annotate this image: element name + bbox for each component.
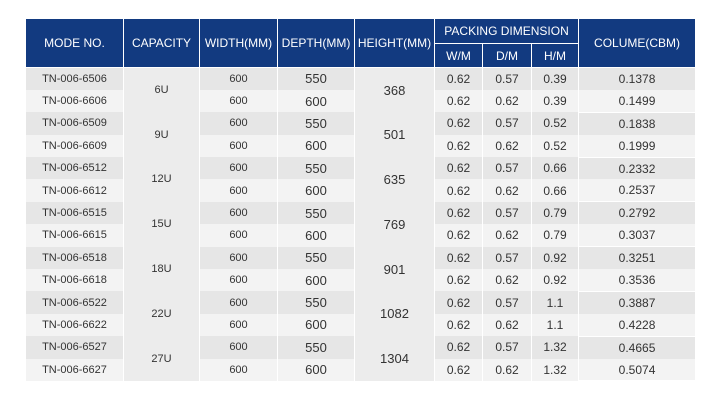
model-number-cell: TN-006-6506 [26, 68, 124, 90]
volume-cell: 0.3887 [579, 291, 696, 313]
packing-depth-cell: 0.62 [483, 179, 532, 201]
header-dm: D/M [483, 44, 532, 68]
table-row [26, 202, 696, 224]
packing-height-cell: 0.79 [532, 224, 579, 246]
packing-depth-cell: 0.57 [483, 157, 532, 179]
volume-cell: 0.3037 [579, 224, 696, 246]
volume-cell: 0.2332 [579, 157, 696, 179]
packing-height-cell: 0.39 [532, 68, 579, 90]
model-number-cell: TN-006-6512 [26, 157, 124, 179]
table-row [26, 112, 696, 134]
volume-cell: 0.1999 [579, 135, 696, 157]
volume-cell: 0.2792 [579, 202, 696, 224]
volume-cell: 0.4228 [579, 314, 696, 336]
header-hm: H/M [532, 44, 579, 68]
model-number-cell: TN-006-6509 [26, 112, 124, 134]
packing-width-cell: 0.62 [435, 359, 483, 381]
packing-height-cell: 1.32 [532, 336, 579, 358]
depth-cell: 550 [278, 291, 355, 313]
depth-cell: 600 [278, 90, 355, 112]
packing-depth-cell: 0.62 [483, 224, 532, 246]
packing-width-cell: 0.62 [435, 247, 483, 269]
volume-cell: 0.3536 [579, 269, 696, 291]
depth-cell: 600 [278, 135, 355, 157]
model-number-cell: TN-006-6606 [26, 90, 124, 112]
table-row [26, 247, 696, 269]
packing-width-cell: 0.62 [435, 336, 483, 358]
height-cell: 1082 [355, 291, 435, 336]
spec-table [25, 18, 696, 381]
packing-width-cell: 0.62 [435, 291, 483, 313]
depth-cell: 600 [278, 359, 355, 381]
packing-width-cell: 0.62 [435, 112, 483, 134]
packing-height-cell: 0.52 [532, 112, 579, 134]
packing-width-cell: 0.62 [435, 179, 483, 201]
table-header [26, 19, 696, 68]
header-width: WIDTH(MM) [200, 19, 278, 68]
packing-height-cell: 0.66 [532, 157, 579, 179]
depth-cell: 550 [278, 112, 355, 134]
volume-cell: 0.2537 [579, 179, 696, 201]
depth-cell: 550 [278, 336, 355, 358]
model-number-cell: TN-006-6612 [26, 179, 124, 201]
depth-cell: 600 [278, 224, 355, 246]
table-row [26, 157, 696, 179]
width-cell: 600 [200, 68, 278, 90]
capacity-cell: 9U [124, 112, 200, 157]
width-cell: 600 [200, 314, 278, 336]
packing-height-cell: 0.39 [532, 90, 579, 112]
packing-depth-cell: 0.57 [483, 68, 532, 90]
model-number-cell: TN-006-6609 [26, 135, 124, 157]
header-depth: DEPTH(MM) [278, 19, 355, 68]
height-cell: 368 [355, 68, 435, 113]
capacity-cell: 18U [124, 247, 200, 292]
depth-cell: 550 [278, 202, 355, 224]
packing-depth-cell: 0.62 [483, 269, 532, 291]
height-cell: 769 [355, 202, 435, 247]
packing-width-cell: 0.62 [435, 314, 483, 336]
packing-depth-cell: 0.57 [483, 112, 532, 134]
packing-depth-cell: 0.62 [483, 135, 532, 157]
model-number-cell: TN-006-6627 [26, 359, 124, 381]
volume-cell: 0.5074 [579, 359, 696, 381]
capacity-cell: 12U [124, 157, 200, 202]
packing-width-cell: 0.62 [435, 90, 483, 112]
height-cell: 635 [355, 157, 435, 202]
packing-width-cell: 0.62 [435, 68, 483, 90]
packing-height-cell: 1.32 [532, 359, 579, 381]
table-row [26, 291, 696, 313]
model-number-cell: TN-006-6618 [26, 269, 124, 291]
packing-depth-cell: 0.57 [483, 291, 532, 313]
packing-height-cell: 0.92 [532, 247, 579, 269]
volume-cell: 0.1838 [579, 112, 696, 134]
packing-height-cell: 0.79 [532, 202, 579, 224]
packing-depth-cell: 0.57 [483, 247, 532, 269]
header-wm: W/M [435, 44, 483, 68]
packing-depth-cell: 0.57 [483, 202, 532, 224]
height-cell: 501 [355, 112, 435, 157]
header-volume: COLUME(CBM) [579, 19, 696, 68]
header-model: MODE NO. [26, 19, 124, 68]
model-number-cell: TN-006-6615 [26, 224, 124, 246]
packing-width-cell: 0.62 [435, 269, 483, 291]
capacity-cell: 6U [124, 68, 200, 113]
packing-height-cell: 0.52 [532, 135, 579, 157]
table-row [26, 336, 696, 358]
width-cell: 600 [200, 269, 278, 291]
width-cell: 600 [200, 359, 278, 381]
packing-depth-cell: 0.62 [483, 359, 532, 381]
height-cell: 901 [355, 247, 435, 292]
width-cell: 600 [200, 336, 278, 358]
width-cell: 600 [200, 157, 278, 179]
width-cell: 600 [200, 90, 278, 112]
depth-cell: 600 [278, 314, 355, 336]
packing-depth-cell: 0.62 [483, 90, 532, 112]
capacity-cell: 27U [124, 336, 200, 381]
depth-cell: 550 [278, 68, 355, 90]
header-packing-dimension: PACKING DIMENSION [435, 19, 579, 44]
width-cell: 600 [200, 202, 278, 224]
width-cell: 600 [200, 291, 278, 313]
model-number-cell: TN-006-6518 [26, 247, 124, 269]
width-cell: 600 [200, 135, 278, 157]
table-row [26, 68, 696, 90]
volume-cell: 0.1378 [579, 68, 696, 90]
packing-width-cell: 0.62 [435, 135, 483, 157]
capacity-cell: 15U [124, 202, 200, 247]
header-capacity: CAPACITY [124, 19, 200, 68]
depth-cell: 600 [278, 179, 355, 201]
packing-depth-cell: 0.57 [483, 336, 532, 358]
volume-cell: 0.3251 [579, 247, 696, 269]
depth-cell: 550 [278, 157, 355, 179]
height-cell: 1304 [355, 336, 435, 381]
width-cell: 600 [200, 224, 278, 246]
header-height: HEIGHT(MM) [355, 19, 435, 68]
packing-height-cell: 1.1 [532, 314, 579, 336]
table-body [26, 68, 696, 381]
model-number-cell: TN-006-6527 [26, 336, 124, 358]
model-number-cell: TN-006-6515 [26, 202, 124, 224]
packing-width-cell: 0.62 [435, 202, 483, 224]
volume-cell: 0.4665 [579, 336, 696, 358]
model-number-cell: TN-006-6622 [26, 314, 124, 336]
depth-cell: 550 [278, 247, 355, 269]
width-cell: 600 [200, 112, 278, 134]
packing-height-cell: 0.92 [532, 269, 579, 291]
packing-height-cell: 1.1 [532, 291, 579, 313]
model-number-cell: TN-006-6522 [26, 291, 124, 313]
capacity-cell: 22U [124, 291, 200, 336]
volume-cell: 0.1499 [579, 90, 696, 112]
packing-depth-cell: 0.62 [483, 314, 532, 336]
width-cell: 600 [200, 247, 278, 269]
depth-cell: 600 [278, 269, 355, 291]
packing-width-cell: 0.62 [435, 157, 483, 179]
packing-width-cell: 0.62 [435, 224, 483, 246]
width-cell: 600 [200, 179, 278, 201]
packing-height-cell: 0.66 [532, 179, 579, 201]
